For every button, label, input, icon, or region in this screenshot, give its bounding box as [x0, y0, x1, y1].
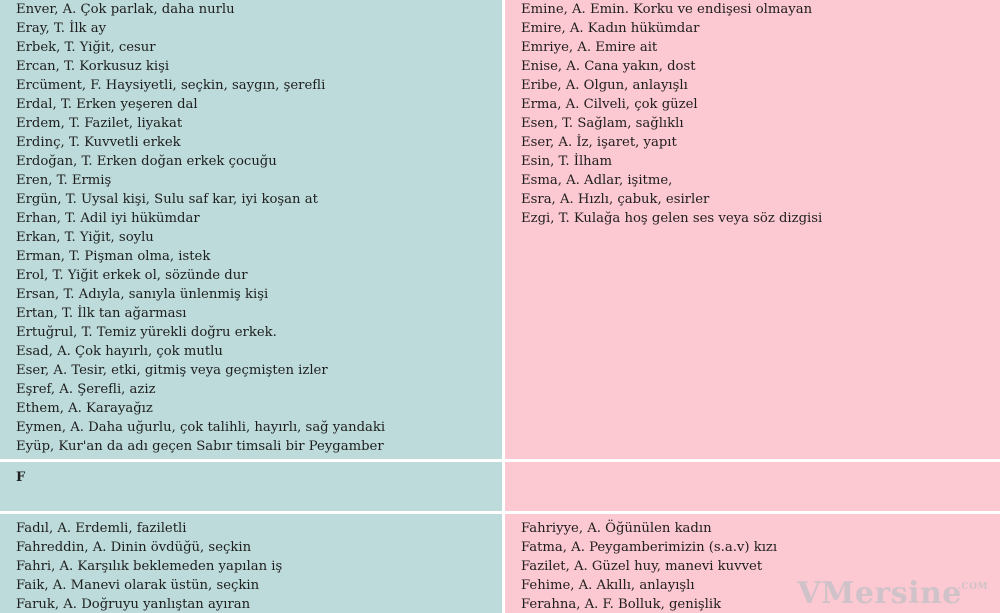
- section-letter-f: F: [16, 470, 26, 485]
- name-entry: Emriye, A. Emire ait: [521, 40, 658, 55]
- female-names-e-cell: [505, 0, 1000, 459]
- name-entry: Esin, T. İlham: [521, 154, 613, 169]
- name-entry: Esad, A. Çok hayırlı, çok mutlu: [16, 344, 223, 359]
- letter-f-header-cell-right: [505, 462, 1000, 511]
- name-entry: Ferahna, A. F. Bolluk, genişlik: [521, 597, 722, 612]
- name-entry: Esra, A. Hızlı, çabuk, esirler: [521, 192, 710, 207]
- name-entry: Erdoğan, T. Erken doğan erkek çocuğu: [16, 154, 277, 169]
- name-entry: Ersan, T. Adıyla, sanıyla ünlenmiş kişi: [16, 287, 269, 302]
- name-entry: Ezgi, T. Kulağa hoş gelen ses veya söz dizgisi: [521, 211, 823, 226]
- name-entry: Emire, A. Kadın hükümdar: [521, 21, 700, 36]
- male-names-f-cell: [0, 514, 502, 613]
- male-names-f-list: [0, 519, 502, 613]
- watermark-suffix: .COM: [957, 582, 988, 592]
- name-entry: Ercüment, F. Haysiyetli, seçkin, saygın, şerefli: [16, 78, 326, 93]
- name-entry: Esma, A. Adlar, işitme,: [521, 173, 673, 188]
- name-entry: Eser, A. İz, işaret, yapıt: [521, 135, 677, 150]
- name-entry: Eren, T. Ermiş: [16, 173, 112, 188]
- male-names-e-cell: [0, 0, 502, 459]
- name-entry: Erma, A. Cilveli, çok güzel: [521, 97, 698, 112]
- name-entry: Erman, T. Pişman olma, istek: [16, 249, 211, 264]
- name-entry: Fehime, A. Akıllı, anlayışlı: [521, 578, 695, 593]
- male-names-e-list: [0, 0, 502, 456]
- name-entry: Erdem, T. Fazilet, liyakat: [16, 116, 183, 131]
- name-entry: Eser, A. Tesir, etki, gitmiş veya geçmişten izler: [16, 363, 328, 378]
- watermark-brand: VMersine: [797, 576, 962, 611]
- name-entry: Eyüp, Kur'an da adı geçen Sabır timsali bir Peygamber: [16, 439, 384, 454]
- female-names-e-list: [505, 0, 1000, 228]
- name-entry: Enise, A. Cana yakın, dost: [521, 59, 696, 74]
- name-entry: Eray, T. İlk ay: [16, 21, 107, 36]
- name-entry: Fahreddin, A. Dinin övdüğü, seçkin: [16, 540, 252, 555]
- watermark-logo: [797, 576, 992, 611]
- name-entry: Erol, T. Yiğit erkek ol, sözünde dur: [16, 268, 248, 283]
- name-entry: Ertuğrul, T. Temiz yürekli doğru erkek.: [16, 325, 277, 340]
- name-entry: Eşref, A. Şerefli, aziz: [16, 382, 156, 397]
- name-entry: Erdal, T. Erken yeşeren dal: [16, 97, 198, 112]
- name-entry: Faruk, A. Doğruyu yanlıştan ayıran: [16, 597, 251, 612]
- name-entry: Emine, A. Emin. Korku ve endişesi olmayan: [521, 2, 813, 17]
- female-names-f-cell: [505, 514, 1000, 613]
- name-entry: Erbek, T. Yiğit, cesur: [16, 40, 156, 55]
- name-entry: Fatma, A. Peygamberimizin (s.a.v) kızı: [521, 540, 778, 555]
- letter-f-header-cell: [0, 462, 502, 511]
- name-entry: Ethem, A. Karayağız: [16, 401, 153, 416]
- name-entry: Fadıl, A. Erdemli, faziletli: [16, 521, 187, 536]
- name-entry: Erhan, T. Adil iyi hükümdar: [16, 211, 200, 226]
- name-entry: Ergün, T. Uysal kişi, Sulu saf kar, iyi koşan at: [16, 192, 318, 207]
- name-entry: Eribe, A. Olgun, anlayışlı: [521, 78, 688, 93]
- name-entry: Enver, A. Çok parlak, daha nurlu: [16, 2, 235, 17]
- name-entry: Ertan, T. İlk tan ağarması: [16, 306, 187, 321]
- name-entry: Erdinç, T. Kuvvetli erkek: [16, 135, 181, 150]
- name-entry: Fazilet, A. Güzel huy, manevi kuvvet: [521, 559, 763, 574]
- name-entry: Fahri, A. Karşılık beklemeden yapılan iş: [16, 559, 283, 574]
- name-entry: Ercan, T. Korkusuz kişi: [16, 59, 170, 74]
- name-entry: Faik, A. Manevi olarak üstün, seçkin: [16, 578, 260, 593]
- name-entry: Erkan, T. Yiğit, soylu: [16, 230, 154, 245]
- name-entry: Eymen, A. Daha uğurlu, çok talihli, hayırlı, sağ yandaki: [16, 420, 386, 435]
- name-entry: Fahriyye, A. Öğünülen kadın: [521, 521, 712, 536]
- name-entry: Esen, T. Sağlam, sağlıklı: [521, 116, 684, 131]
